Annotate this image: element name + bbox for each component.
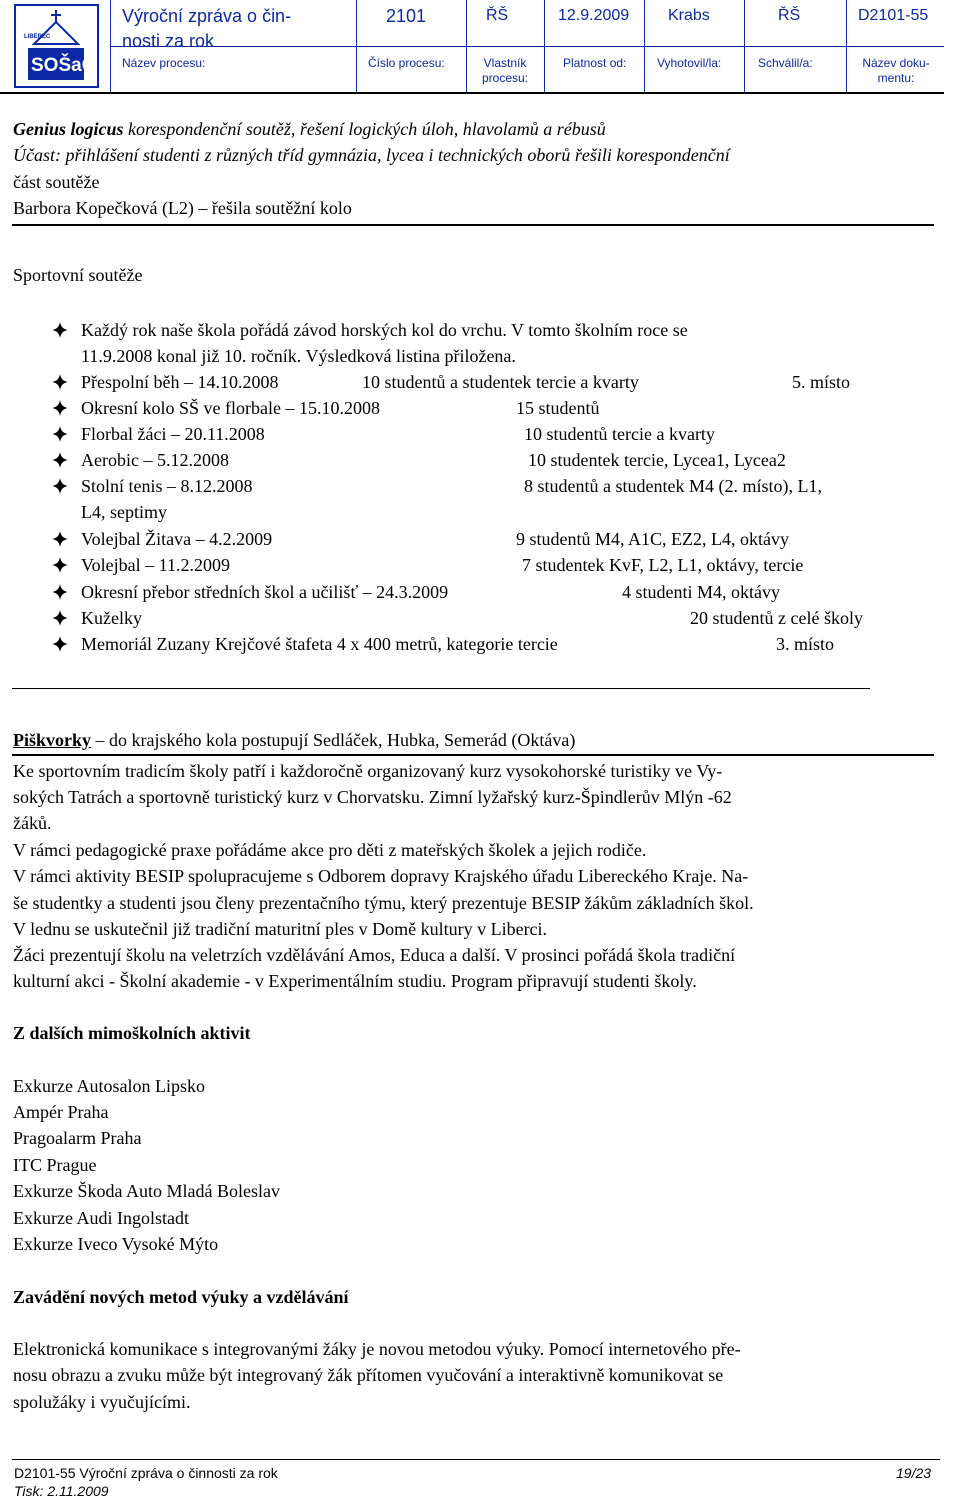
sport-item-detail: 15 studentů — [516, 398, 600, 418]
bullet-star-icon — [52, 636, 68, 652]
logo-top-text: LIBEREC — [24, 34, 51, 40]
footer-rule — [12, 1459, 940, 1460]
bullet-star-icon — [52, 374, 68, 390]
label-valid-from: Platnost od: — [563, 56, 627, 70]
paragraph-line: žáků. — [13, 813, 52, 833]
genius-line2: Účast: přihlášení studenti z různých tříd gymnázia, lycea i technických oborů řešili korespondenční — [13, 145, 730, 165]
label-owner-1: Vlastník — [483, 56, 527, 70]
sport-item-text: L4, septimy — [81, 502, 167, 522]
methods-line: nosu obrazu a zvuku může být integrovaný žák přítomen vyučování a interaktivně komunikovat se — [13, 1365, 724, 1385]
doc-title-line1: Výroční zpráva o čin- — [122, 6, 292, 26]
sport-item-detail: 3. místo — [776, 634, 835, 654]
activity-item: Exkurze Audi Ingolstadt — [13, 1208, 189, 1228]
paragraph-line: V rámci pedagogické praxe pořádáme akce pro děti z mateřských školek a jejich rodiče. — [13, 840, 647, 860]
sport-item-detail: 10 studentů tercie a kvarty — [524, 424, 715, 444]
footer-print: Tisk: 2.11.2009 — [14, 1483, 109, 1499]
paragraph-line: še studentky a studenti jsou členy prezentačního týmu, který prezentuje BESIP žákům základních škol. — [13, 893, 754, 913]
footer-doc: D2101-55 Výroční zpráva o činnosti za rok — [14, 1465, 278, 1481]
logo-text: SOŠaG — [31, 55, 97, 76]
sport-item-text: Stolní tenis – 8.12.2008 — [81, 476, 253, 496]
bullet-star-icon — [52, 452, 68, 468]
activity-item: Exkurze Škoda Auto Mladá Boleslav — [13, 1181, 280, 1201]
activity-item: Exkurze Autosalon Lipsko — [13, 1076, 205, 1096]
section-rule — [12, 224, 934, 226]
sport-item-text: Okresní přebor středních škol a učilišť – 24.3.2009 — [81, 582, 449, 602]
sport-item-text: Každý rok naše škola pořádá závod horských kol do vrchu. V tomto školním roce se — [81, 320, 688, 340]
bullet-star-icon — [52, 584, 68, 600]
sport-item-text: Okresní kolo SŠ ve florbale – 15.10.2008 — [81, 398, 380, 418]
sport-item-detail: 7 studentek KvF, L2, L1, oktávy, tercie — [522, 555, 804, 575]
paragraph-line: V rámci aktivity BESIP spolupracujeme s Odborem dopravy Krajského úřadu Libereckého Kraje. Na- — [13, 866, 749, 886]
label-doc-name-2: mentu: — [877, 71, 915, 85]
genius-title: Genius logicus — [13, 119, 124, 139]
created-by: Krabs — [668, 7, 710, 24]
bullet-star-icon — [52, 531, 68, 547]
activity-item: Ampér Praha — [13, 1102, 109, 1122]
paragraph-line: Žáci prezentují školu na veletrzích vzdělávání Amos, Educa a další. V prosinci pořádá škola tradiční — [13, 945, 736, 965]
methods-line: spolužáky i vyučujícími. — [13, 1392, 191, 1412]
doc-name: D2101-55 — [858, 7, 929, 24]
bullet-star-icon — [52, 557, 68, 573]
sport-item-text: Aerobic – 5.12.2008 — [81, 450, 229, 470]
label-owner-2: procesu: — [481, 71, 529, 85]
sport-item-detail: 9 studentů M4, A1C, EZ2, L4, oktávy — [516, 529, 789, 549]
sport-heading: Sportovní soutěže — [13, 265, 143, 285]
paragraph-line: sokých Tatrách a sportovně turistický kurz v Chorvatsku. Zimní lyžařský kurz-Špindlerův Mlýn -62 — [13, 787, 732, 807]
activity-item: ITC Prague — [13, 1155, 97, 1175]
doc-title-line2: nosti za rok — [122, 31, 215, 51]
sport-item-text: Přespolní běh – 14.10.2008 — [81, 372, 279, 392]
bullet-star-icon — [52, 426, 68, 442]
sport-item-text: Kuželky — [81, 608, 142, 628]
piskvorky-rest: – do krajského kola postupují Sedláček, Hubka, Semerád (Oktáva) — [91, 730, 576, 750]
section-rule — [12, 754, 934, 756]
other-heading: Z dalších mimoškolních aktivit — [13, 1023, 251, 1043]
sport-item-text: Volejbal – 11.2.2009 — [81, 555, 230, 575]
sport-item-detail: 10 studentek tercie, Lycea1, Lycea2 — [528, 450, 786, 470]
header-row-divider — [110, 46, 944, 47]
label-doc-name-1: Název doku- — [862, 56, 930, 70]
valid-from: 12.9.2009 — [558, 7, 630, 24]
paragraph-line: V lednu se uskutečnil již tradiční maturitní ples v Domě kultury v Liberci. — [13, 919, 548, 939]
sport-item-text: Florbal žáci – 20.11.2008 — [81, 424, 265, 444]
sport-item-detail: 4 studenti M4, oktávy — [622, 582, 780, 602]
activity-item: Exkurze Iveco Vysoké Mýto — [13, 1234, 219, 1254]
bullet-star-icon — [52, 400, 68, 416]
piskvorky-line — [13, 728, 575, 752]
genius-line4: Barbora Kopečková (L2) – řešila soutěžní kolo — [13, 198, 352, 218]
label-process-name: Název procesu: — [122, 56, 206, 70]
sport-item-detail: 8 studentů a studentek M4 (2. místo), L1, — [524, 476, 822, 496]
process-number: 2101 — [386, 6, 427, 26]
sport-item-text: Volejbal Žitava – 4.2.2009 — [81, 529, 273, 549]
genius-line3: část soutěže — [13, 172, 100, 192]
activity-item: Pragoalarm Praha — [13, 1128, 142, 1148]
footer-page: 19/23 — [896, 1465, 932, 1481]
methods-heading: Zavádění nových metod výuky a vzdělávání — [13, 1287, 349, 1307]
sport-item-detail: 10 studentů a studentek tercie a kvarty — [362, 372, 639, 392]
process-owner: ŘŠ — [486, 7, 509, 24]
approved-by: ŘŠ — [778, 7, 801, 24]
school-logo — [14, 4, 99, 88]
methods-line: Elektronická komunikace s integrovanými žáky je novou metodou výuky. Pomocí internetového pře- — [13, 1339, 741, 1359]
genius-title-rest: korespondenční soutěž, řešení logických úloh, hlavolamů a rébusů — [123, 119, 606, 139]
sport-item-text: Memoriál Zuzany Krejčové štafeta 4 x 400 metrů, kategorie tercie — [81, 634, 558, 654]
paragraph-line: kulturní akci - Školní akademie - v Experimentálním studiu. Program připravují studenti školy. — [13, 971, 697, 991]
genius-line1 — [13, 117, 606, 141]
sport-item-result: 5. místo — [792, 372, 851, 392]
sport-item-detail: 20 studentů z celé školy — [690, 608, 863, 628]
bullet-star-icon — [52, 610, 68, 626]
document-header — [0, 0, 944, 94]
paragraph-line: Ke sportovním tradicím školy patří i každoročně organizovaný kurz vysokohorské turistiky ve Vy- — [13, 761, 723, 781]
section-rule — [12, 688, 870, 689]
label-created-by: Vyhotovil/la: — [657, 56, 722, 70]
sport-item-text: 11.9.2008 konal již 10. ročník. Výsledková listina přiložena. — [81, 346, 516, 366]
piskvorky-title: Piškvorky — [13, 730, 92, 750]
bullet-star-icon — [52, 322, 68, 338]
label-approved-by: Schválil/a: — [758, 56, 813, 70]
bullet-star-icon — [52, 478, 68, 494]
label-process-number: Číslo procesu: — [368, 56, 445, 70]
